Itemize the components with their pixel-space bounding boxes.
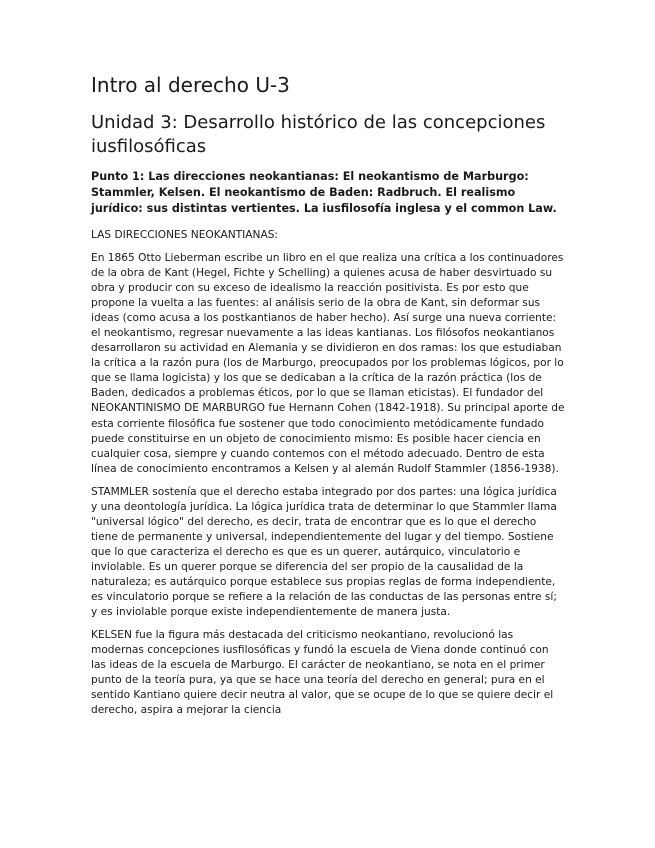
paragraph-stammler: STAMMLER sostenía que el derecho estaba integrado por dos partes: una lógica jurídica y una deontología jurídica. La lógica jurídica trata de determinar lo que Stammler llama "universal lógico" del derecho, es decir, trata de encontrar que es lo que el derecho tiene de permanente y universal, independientemente del lugar y del tiempo. Sostiene que lo que caracteriza el derecho es que es un querer, autárquico, vinculatorio e inviolable. Es un querer porque se diferencia del ser propio de la causalidad de la naturaleza; es autárquico porque establece sus propias reglas de forma independiente, es vinculatorio porque se refiere a la relación de las conductas de las personas entre sí; y es inviolable porque existe independientemente de manera justa.	[91, 485, 557, 619]
paragraph-intro: En 1865 Otto Lieberman escribe un libro en el que realiza una crítica a los continuadores de la obra de Kant (Hegel, Fichte y Schelling) a quienes acusa de haber desvirtuado su obra y producir con su exceso de idealismo la reacción positivista. Es por esto que propone la vuelta a las fuentes: al análisis serio de la obra de Kant, sin deformar sus ideas (como acusa a los postkantianos de haber hecho). Así surge una nueva corriente: el neokantismo, regresar nuevamente a las ideas kantianas. Los filósofos neokantianos desarrollaron su actividad en Alemania y se dividieron en dos ramas: los que estudiaban la crítica a la razón pura (los de Marburgo, preocupados por los problemas lógicos, por lo que se llama logicista) y los que se dedicaban a la crítica de la razón práctica (los de Baden, dedicados a problemas éticos, por lo que se llaman eticistas). El fundador del NEOKANTINISMO DE MARBURGO fue Hernann Cohen (1842-1918). Su principal aporte de esta corriente filosófica fue sostener que todo conocimiento metódicamente fundado puede constituirse en un objeto de conocimiento mismo: Es posible hacer ciencia en cualquier cosa, siempre y cuando contemos con el método adecuado. Dentro de esta línea de conocimiento encontramos a Kelsen y al alemán Rudolf Stammler (1856-1938).	[91, 252, 565, 475]
section-label: LAS DIRECCIONES NEOKANTIANAS:	[91, 229, 278, 241]
unit-title: Unidad 3: Desarrollo histórico de las concepciones iusfilosóficas	[91, 112, 546, 157]
document-title: Intro al derecho U-3	[91, 73, 290, 97]
document-page	[91, 72, 565, 726]
point-heading: Punto 1: Las direcciones neokantianas: El neokantismo de Marburgo: Stammler, Kelsen. El neokantismo de Baden: Radbruch. El realismo jurídico: sus distintas vertientes. La iusfilosofía inglesa y el common Law.	[91, 170, 557, 215]
paragraph-kelsen: KELSEN fue la figura más destacada del criticismo neokantiano, revolucionó las modernas concepciones iusfilosóficas y fundó la escuela de Viena donde continuó con las ideas de la escuela de Marburgo. El carácter de neokantiano, se nota en el primer punto de la teoría pura, ya que se hace una teoría del derecho en general; pura en el sentido Kantiano quiere decir neutra al valor, que se ocupe de lo que se quiere decir el derecho, aspira a mejorar la ciencia	[91, 629, 554, 717]
